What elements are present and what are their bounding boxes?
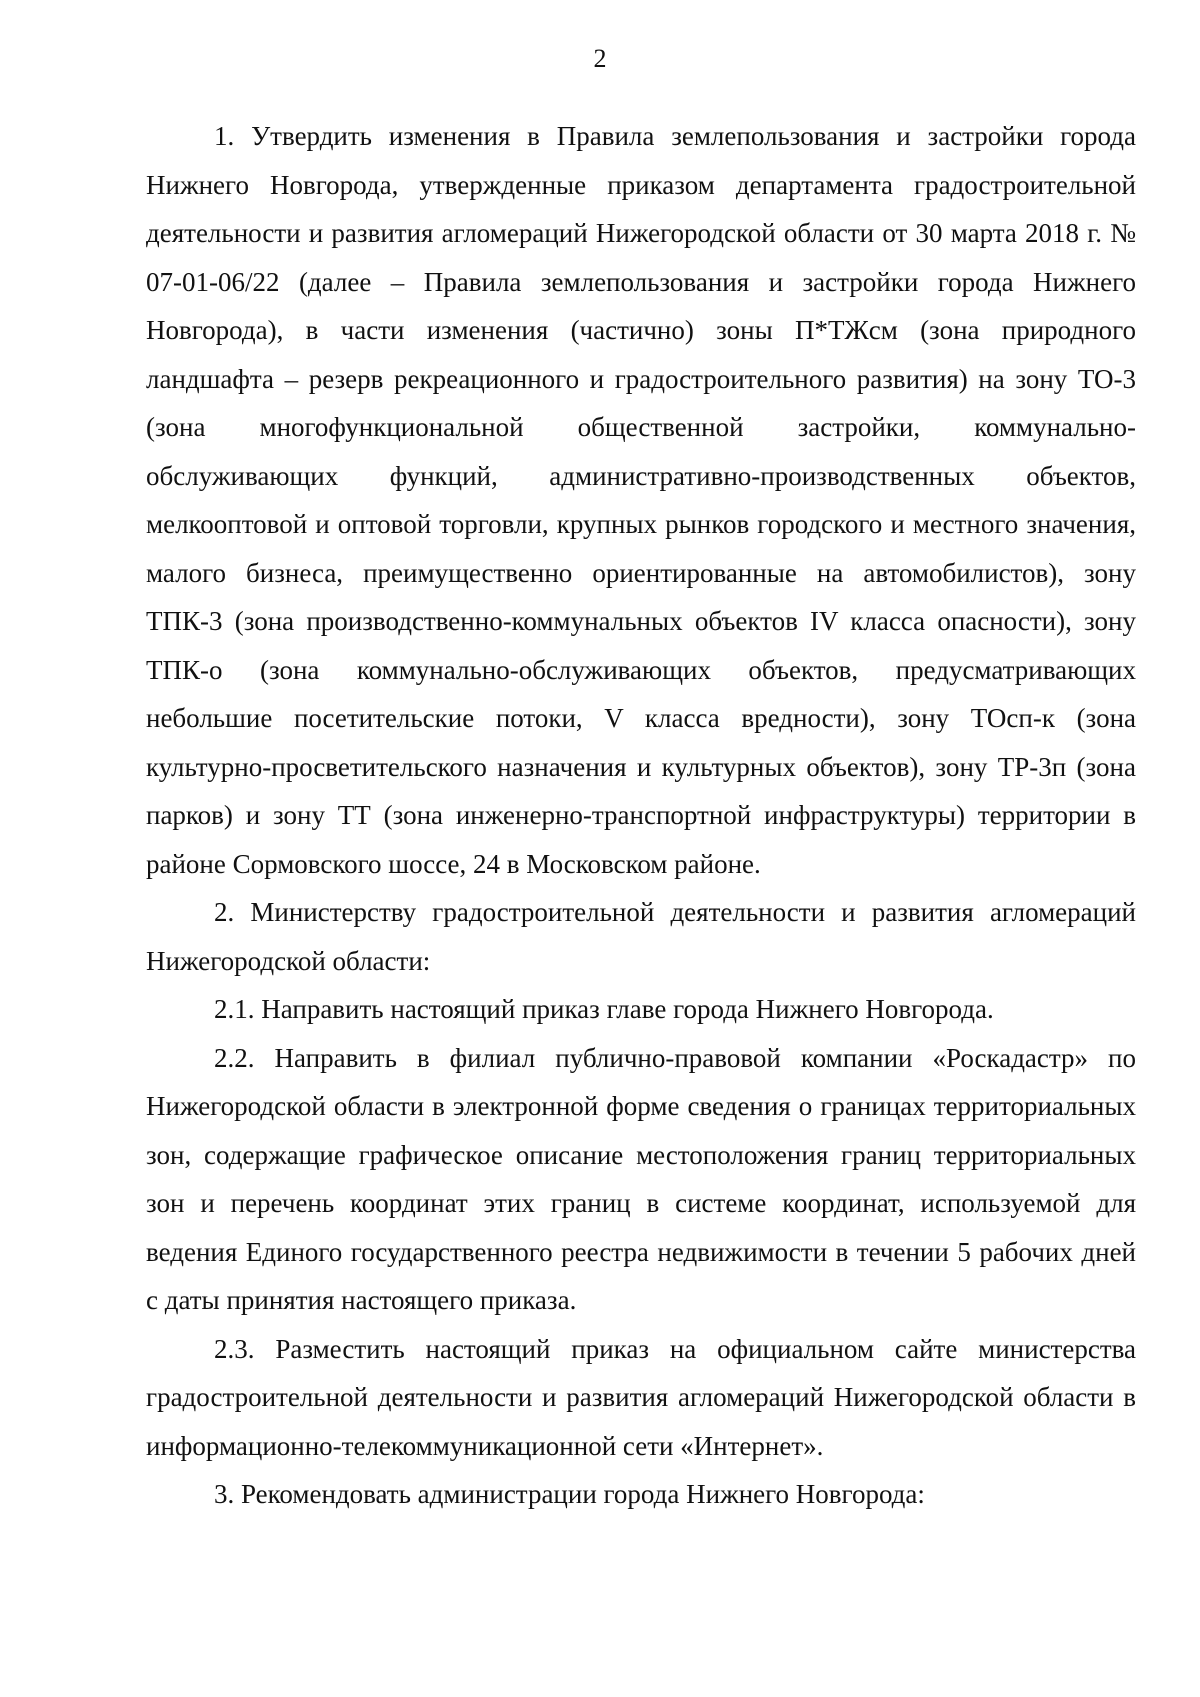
paragraph-2-1: 2.1. Направить настоящий приказ главе города Нижнего Новгорода. [214, 994, 994, 1024]
paragraph-2-3: 2.3. Разместить настоящий приказ на официальном сайте министерства градостроительной деятельности и развития агломераций Нижегородской области в информационно-телекоммуникационной сети «Интернет». [146, 1333, 1136, 1461]
paragraph-3: 3. Рекомендовать администрации города Нижнего Новгорода: [214, 1479, 925, 1509]
paragraph-1: 1. Утвердить изменения в Правила землепользования и застройки города Нижнего Новгорода, утвержденные приказом департамента градостроительной деятельности и развития агломераций Нижегородской области от 30 марта 2018 г. № 07-01-06/22 (далее – Правила землепользования и застройки города Нижнего Новгорода), в части изменения (частично) зоны П*ТЖсм (зона природного ландшафта – резерв рекреационного и градостроительного развития) на зону ТО-3 (зона многофункциональной общественной застройки, коммунально-обслуживающих функций, административно-производственных объектов, мелкооптовой и оптовой торговли, крупных рынков городского и местного значения, малого бизнеса, преимущественно ориентированные на автомобилистов), зону ТПК-3 (зона производственно-коммунальных объектов IV класса опасности), зону ТПК-о (зона коммунально-обслуживающих объектов, предусматривающих небольшие посетительские потоки, V класса вредности), зону ТОсп-к (зона культурно-просветительского назначения и культурных объектов), зону ТР-3п (зона парков) и зону ТТ (зона инженерно-транспортной инфраструктуры) территории в районе Сормовского шоссе, 24 в Московском районе. [146, 121, 1136, 879]
paragraph-2: 2. Министерству градостроительной деятельности и развития агломераций Нижегородской области: [146, 897, 1136, 976]
paragraph-2-2: 2.2. Направить в филиал публично-правовой компании «Роскадастр» по Нижегородской области в электронной форме сведения о границах территориальных зон, содержащие графическое описание местоположения границ территориальных зон и перечень координат этих границ в системе координат, используемой для ведения Единого государственного реестра недвижимости в течении 5 рабочих дней с даты принятия настоящего приказа. [146, 1042, 1136, 1315]
page-number: 2 [593, 44, 607, 73]
document-body [146, 112, 1136, 1519]
